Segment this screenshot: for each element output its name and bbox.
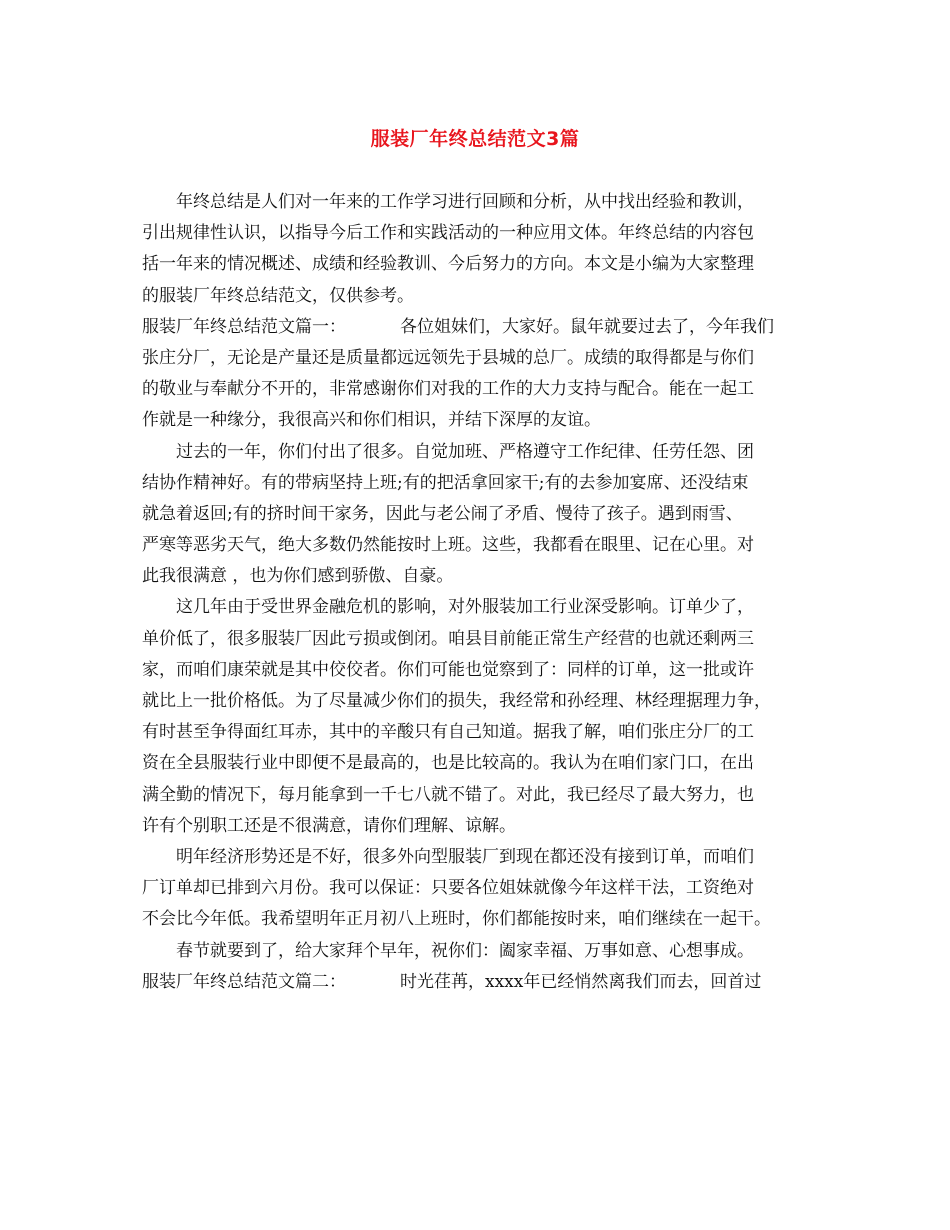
section-heading: 服装厂年终总结范文篇一： [142, 316, 346, 337]
paragraph-line: 厂订单却已排到六月份。我可以保证：只要各位姐妹就像今年这样干法，工资绝对 [142, 878, 754, 899]
section-text: 各位姐妹们，大家好。鼠年就要过去了，今年我们 [400, 316, 774, 337]
section-text: 时光荏苒，xxxx年已经悄然离我们而去，回首过 [400, 971, 762, 992]
paragraph-line: 春节就要到了，给大家拜个早年，祝你们：阖家幸福、万事如意、心想事成。 [176, 940, 754, 961]
paragraph-line: 资在全县服装行业中即便不是最高的，也是比较高的。我认为在咱们家门口，在出 [142, 753, 754, 774]
document-body [142, 187, 814, 998]
paragraph-line: 张庄分厂，无论是产量还是质量都远远领先于县城的总厂。成绩的取得都是与你们 [142, 347, 754, 368]
paragraph-line: 作就是一种缘分，我很高兴和你们相识，并结下深厚的友谊。 [142, 410, 601, 431]
paragraph-line: 这几年由于受世界金融危机的影响，对外服装加工行业深受影响。订单少了， [176, 597, 754, 618]
section-heading-line [142, 967, 814, 998]
paragraph-line: 有时甚至争得面红耳赤，其中的辛酸只有自己知道。据我了解，咱们张庄分厂的工 [142, 722, 754, 743]
paragraph-line: 引出规律性认识，以指导今后工作和实践活动的一种应用文体。年终总结的内容包 [142, 223, 754, 244]
paragraph-line: 不会比今年低。我希望明年正月初八上班时，你们都能按时来，咱们继续在一起干。 [142, 909, 771, 930]
paragraph-line: 明年经济形势还是不好，很多外向型服装厂到现在都还没有接到订单，而咱们 [176, 846, 754, 867]
paragraph-line: 家，而咱们康荣就是其中佼佼者。你们可能也觉察到了：同样的订单，这一批或许 [142, 659, 754, 680]
paragraph-line: 的服装厂年终总结范文，仅供参考。 [142, 285, 414, 306]
paragraph-line: 许有个别职工还是不很满意，请你们理解、谅解。 [142, 815, 516, 836]
section-heading: 服装厂年终总结范文篇二： [142, 971, 346, 992]
paragraph-line: 此我很满意 ，也为你们感到骄傲、自豪。 [142, 566, 454, 587]
section-heading-line [142, 312, 814, 343]
paragraph-line: 结协作精神好。有的带病坚持上班;有的把活拿回家干;有的去参加宴席、还没结束 [142, 472, 749, 493]
paragraph-line: 单价低了，很多服装厂因此亏损或倒闭。咱县目前能正常生产经营的也就还剩两三 [142, 628, 754, 649]
document-title: 服装厂年终总结范文3篇 [370, 128, 580, 150]
paragraph-line: 的敬业与奉献分不开的，非常感谢你们对我的工作的大力支持与配合。能在一起工 [142, 379, 754, 400]
paragraph-line: 过去的一年，你们付出了很多。自觉加班、严格遵守工作纪律、任劳任怨、团 [176, 441, 754, 462]
paragraph-line: 满全勤的情况下，每月能拿到一千七八就不错了。对此，我已经尽了最大努力，也 [142, 784, 754, 805]
paragraph-line: 就急着返回;有的挤时间干家务，因此与老公闹了矛盾、慢待了孩子。遇到雨雪、 [142, 503, 743, 524]
paragraph-line: 就比上一批价格低。为了尽量减少你们的损失，我经常和孙经理、林经理据理力争， [142, 691, 771, 711]
paragraph-line: 年终总结是人们对一年来的工作学习进行回顾和分析，从中找出经验和教训， [176, 192, 754, 212]
paragraph-line: 括一年来的情况概述、成绩和经验教训、今后努力的方向。本文是小编为大家整理 [142, 254, 754, 275]
paragraph-line: 严寒等恶劣天气，绝大多数仍然能按时上班。这些，我都看在眼里、记在心里。对 [142, 535, 754, 556]
